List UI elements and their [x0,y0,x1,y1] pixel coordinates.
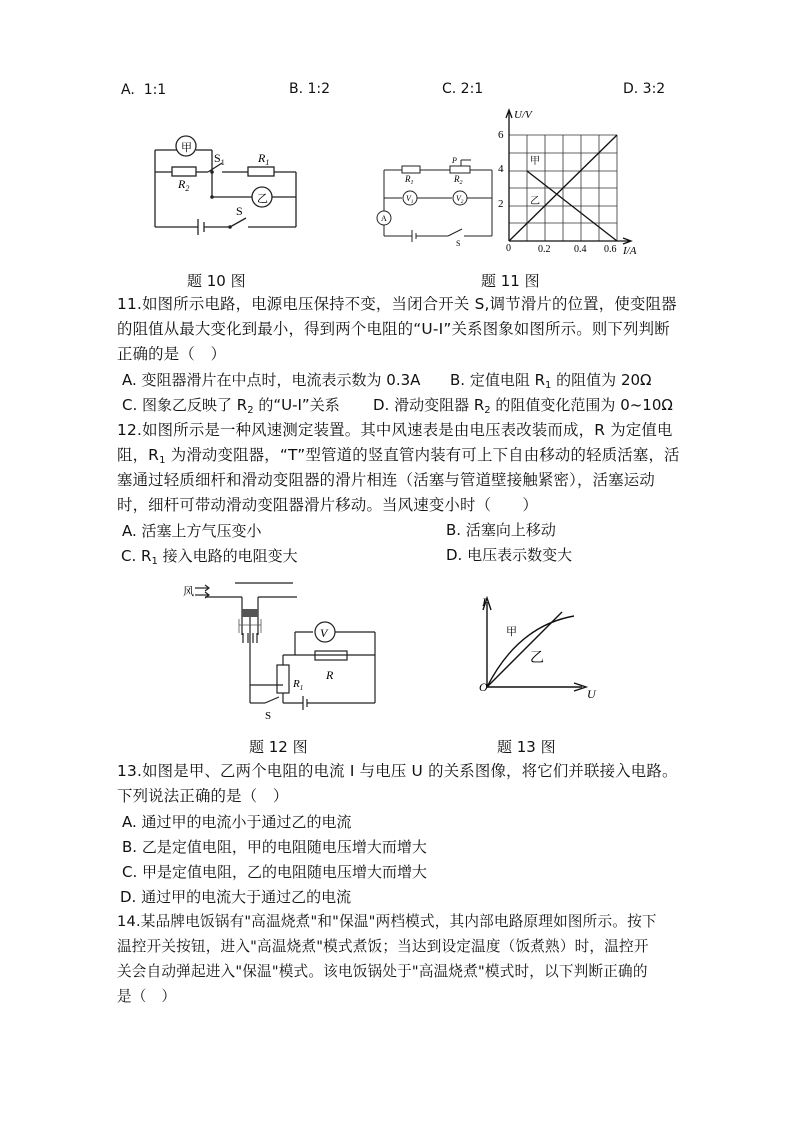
q14-line-2: 温控开关按钮，进入"高温烧煮"模式煮饭；当达到设定温度（饭煮熟）时，温控开 [117,938,649,955]
q13-option-d: D. 通过甲的电流大于通过乙的电流 [120,888,352,906]
figure-10-circuit [150,130,305,235]
svg-text:0.2: 0.2 [538,244,551,255]
figure-12-caption: 题 12 图 [249,738,308,756]
q11-line-1: 11.如图所示电路，电源电压保持不变，当闭合开关 S,调节滑片的位置，使变阻器 [117,295,677,313]
svg-text:0.4: 0.4 [574,244,587,255]
figure-13-caption: 题 13 图 [497,738,556,756]
q10-option-a: A. 1:1 [121,82,167,98]
figure-10-caption: 题 10 图 [187,272,246,290]
q12-line-4: 时，细杆可带动滑动变阻器滑片移动。当风速变小时（ ） [117,496,538,514]
svg-text:O: O [479,680,488,694]
q10-option-c: C. 2:1 [442,81,484,97]
q12-line-3: 塞通过轻质细杆和滑动变阻器的滑片相连（活塞与管道壁接触紧密），活塞运动 [117,471,655,489]
q14-line-3: 关会自动弹起进入"保温"模式。该电饭锅处于"高温烧煮"模式时，以下判断正确的 [117,963,648,980]
svg-text:风: 风 [183,585,194,598]
q10-option-d: D. 3:2 [623,81,666,97]
svg-text:U/V: U/V [514,109,532,121]
r2-label: $R_2$ [178,177,190,193]
figure-11-caption: 题 11 图 [481,272,540,290]
svg-text:R1: $R_1$ [405,174,414,186]
q10-option-b: B. 1:2 [289,81,331,97]
svg-text:V: V [320,626,328,640]
svg-text:R2: $R_2$ [454,174,463,186]
q14-line-4: 是（ ） [117,988,177,1005]
svg-text:P: P [452,156,457,165]
q12-option-d: D. 电压表示数变大 [446,546,573,564]
figure-11-circuit [372,150,502,250]
svg-text:I: I [482,595,486,609]
svg-text:0: 0 [506,243,511,254]
svg-text:S: S [456,239,461,248]
svg-text:U: U [587,687,596,701]
q11-line-2: 的阻值从最大变化到最小，得到两个电阻的“U-I”关系图象如图所示。则下列判断 [117,320,670,338]
lamp-jia-label: 甲 [181,141,192,154]
lamp-yi-label: 乙 [257,192,268,205]
svg-text:V1: $V_1$ [406,194,414,205]
s-label: S [236,204,243,218]
svg-text:S: S [265,710,272,722]
svg-text:I/A: I/A [623,245,637,257]
svg-text:A: A [381,214,387,223]
q13-line-2: 下列说法正确的是（ ） [117,787,289,805]
q13-option-c: C. 甲是定值电阻，乙的电阻随电压增大而增大 [122,863,428,881]
q12-option-a: A. 活塞上方气压变小 [122,522,262,540]
q13-option-b: B. 乙是定值电阻，甲的电阻随电压增大而增大 [122,838,427,856]
svg-text:甲: 甲 [506,625,517,638]
r1-label: $R_1$ [258,151,270,167]
q11-option-d: D. 滑动变阻器 $R_2$ 的阻值变化范围为 0~10Ω [373,396,673,416]
s1-label: $S_1$ [214,151,225,167]
q12-line-1: 12.如图所示是一种风速测定装置。其中风速表是由电压表改装而成，R 为定值电 [117,421,673,439]
q11-option-c: C. 图象乙反映了 $R_2$ 的“U-I”关系 [122,396,340,416]
q13-line-1: 13.如图是甲、乙两个电阻的电流 I 与电压 U 的关系图像，将它们并联接入电路。 [117,762,678,780]
svg-text:R1: $R_1$ [293,678,304,692]
svg-text:R: R [326,668,334,682]
svg-text:0.6: 0.6 [604,244,617,255]
q13-option-a: A. 通过甲的电流小于通过乙的电流 [122,813,352,831]
q14-line-1: 14.某品牌电饭锅有"高温烧煮"和"保温"两档模式，其内部电路原理如图所示。按下 [117,913,657,930]
svg-text:乙: 乙 [530,196,540,207]
figure-11-graph [490,102,645,262]
q11-line-3: 正确的是（ ） [117,345,227,363]
figure-13-graph [470,590,605,705]
q12-option-b: B. 活塞向上移动 [446,521,556,539]
q12-option-c: C. $R_1$ 接入电路的电阻变大 [121,547,298,567]
svg-text:乙: 乙 [530,650,544,666]
svg-text:甲: 甲 [530,156,540,167]
q11-option-a: A. 变阻器滑片在中点时，电流表示数为 0.3A [122,371,421,389]
q12-line-2: 阻，$R_1$ 为滑动变阻器，“T”型管道的竖直管内装有可上下自由移动的轻质活塞，活 [117,446,680,466]
svg-text:2: 2 [498,198,504,210]
q11-option-b: B. 定值电阻 $R_1$ 的阻值为 20Ω [450,371,652,391]
figure-12-wind-meter [175,575,390,725]
svg-text:6: 6 [498,129,504,141]
svg-text:4: 4 [498,163,504,175]
svg-text:V2: $V_2$ [456,194,464,205]
